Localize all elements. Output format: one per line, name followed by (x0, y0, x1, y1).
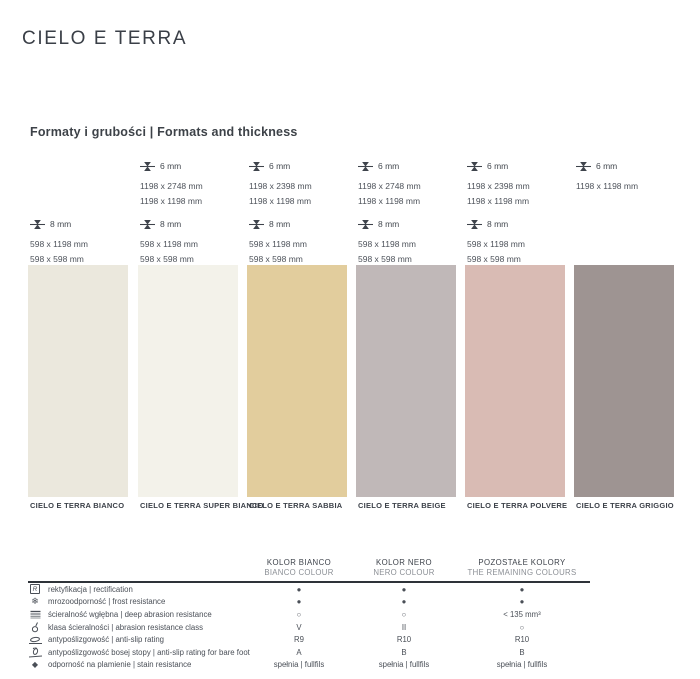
spec-row-label: klasa ścieralności | abrasion resistance class (48, 622, 203, 632)
thickness-icon (249, 162, 264, 171)
thickness-label: 8 mm (50, 219, 72, 229)
format-size: 1198 x 1198 mm (249, 196, 312, 206)
spec-value: A (296, 647, 302, 657)
format-size: 598 x 598 mm (140, 254, 194, 264)
color-swatch (574, 265, 674, 497)
format-size: 598 x 1198 mm (140, 239, 198, 249)
thickness-icon (140, 162, 155, 171)
color-swatch (465, 265, 565, 497)
spec-header-spacer (28, 568, 244, 572)
format-size: 598 x 1198 mm (358, 239, 416, 249)
thickness-label: 8 mm (487, 219, 509, 229)
abrasion-class-icon (31, 622, 40, 633)
thickness-label: 6 mm (596, 161, 618, 171)
format-group-8mm (30, 218, 128, 267)
spec-value: < 135 mm³ (503, 609, 541, 619)
thickness-icon (576, 162, 591, 171)
color-swatch (247, 265, 347, 497)
deep-abrasion-icon (30, 610, 41, 619)
rectification-icon: R (30, 584, 40, 594)
color-swatch (138, 265, 238, 497)
thickness-icon (358, 162, 373, 171)
thickness-icon (140, 220, 155, 229)
thickness-icon (467, 220, 482, 229)
thickness-label: 6 mm (269, 161, 291, 171)
format-size: 1198 x 1198 mm (140, 196, 203, 206)
thickness-label: 8 mm (160, 219, 182, 229)
format-group-8mm (467, 218, 565, 267)
format-size: 598 x 1198 mm (249, 239, 307, 249)
section-heading: Formaty i grubości | Formats and thickness (30, 125, 298, 139)
format-group-6mm (358, 160, 456, 209)
color-swatch (28, 265, 128, 497)
spec-value: ● (401, 584, 407, 594)
spec-value: ● (296, 597, 302, 607)
spec-row-label: antypoślizgowość | anti-slip rating (48, 635, 165, 645)
spec-row-rectification (28, 583, 590, 596)
thickness-label: 8 mm (378, 219, 400, 229)
stain-icon: ◆ (31, 659, 39, 669)
thickness-icon (467, 162, 482, 171)
spec-value: spełnia | fullfils (273, 660, 325, 670)
format-size: 1198 x 2748 mm (358, 181, 421, 191)
format-size: 1198 x 1198 mm (467, 196, 530, 206)
format-size: 598 x 1198 mm (467, 239, 525, 249)
spec-value: spełnia | fullfils (378, 660, 430, 670)
format-size: 1198 x 2398 mm (249, 181, 312, 191)
format-size: 1198 x 1198 mm (576, 181, 639, 191)
spec-row-label: mrozoodporność | frost resistance (48, 597, 166, 607)
spec-value: ● (519, 584, 525, 594)
format-size: 598 x 598 mm (358, 254, 412, 264)
spec-row-abrasion-class (28, 621, 590, 634)
thickness-label: 6 mm (160, 161, 182, 171)
thickness-label: 6 mm (487, 161, 509, 171)
format-size: 598 x 598 mm (467, 254, 521, 264)
color-swatch (356, 265, 456, 497)
format-size: 598 x 598 mm (30, 254, 84, 264)
format-group-8mm (358, 218, 456, 267)
product-name: CIELO E TERRA SUPER BIANCO (140, 501, 264, 510)
product-name: CIELO E TERRA BIANCO (30, 501, 125, 510)
spec-value: II (401, 622, 407, 632)
spec-row-deep-abrasion (28, 608, 590, 621)
spec-table-header (28, 558, 590, 581)
product-name: CIELO E TERRA BEIGE (358, 501, 446, 510)
spec-value: ● (401, 597, 407, 607)
barefoot-icon (29, 647, 42, 658)
spec-value: ○ (401, 609, 407, 619)
spec-value: R10 (396, 635, 412, 645)
spec-value: ○ (296, 609, 302, 619)
spec-row-label: ścieralność wgłębna | deep abrasion resistance (48, 609, 212, 619)
spec-row-anti-slip (28, 633, 590, 646)
spec-row-label: rektyfikacja | rectification (48, 584, 133, 594)
spec-value: B (519, 647, 525, 657)
thickness-icon (358, 220, 373, 229)
frost-icon: ❄ (31, 596, 39, 607)
spec-table (28, 558, 590, 671)
spec-header-nero: KOLOR NERO NERO COLOUR (373, 558, 435, 577)
spec-value: ● (519, 597, 525, 607)
spec-value: V (296, 622, 302, 632)
format-group-6mm (249, 160, 347, 209)
spec-header-remaining: POZOSTAŁE KOLORY THE REMAINING COLOURS (467, 558, 577, 577)
format-size: 598 x 598 mm (249, 254, 303, 264)
thickness-icon (249, 220, 264, 229)
spec-value: ● (296, 584, 302, 594)
anti-slip-icon (29, 635, 42, 645)
spec-row-label: antypoślizgowość bosej stopy | anti-slip rating for bare foot (48, 647, 250, 657)
thickness-icon (30, 220, 45, 229)
format-group-6mm (140, 160, 238, 209)
spec-header-bianco: KOLOR BIANCO BIANCO COLOUR (264, 558, 334, 577)
thickness-label: 6 mm (378, 161, 400, 171)
thickness-label: 8 mm (269, 219, 291, 229)
product-name: CIELO E TERRA POLVERE (467, 501, 568, 510)
spec-row-frost (28, 596, 590, 609)
product-name: CIELO E TERRA SABBIA (249, 501, 343, 510)
spec-row-stain (28, 659, 590, 672)
format-size: 598 x 1198 mm (30, 239, 88, 249)
format-size: 1198 x 2748 mm (140, 181, 203, 191)
format-group-8mm (249, 218, 347, 267)
spec-row-barefoot (28, 646, 590, 659)
format-size: 1198 x 2398 mm (467, 181, 530, 191)
spec-value: spełnia | fullfils (496, 660, 548, 670)
format-group-6mm (467, 160, 565, 209)
spec-value: B (401, 647, 407, 657)
page-title: CIELO E TERRA (22, 28, 188, 49)
product-name: CIELO E TERRA GRIGGIO (576, 501, 674, 510)
spec-value: R10 (514, 635, 530, 645)
spec-value: ○ (519, 622, 525, 632)
format-size: 1198 x 1198 mm (358, 196, 421, 206)
format-group-8mm (140, 218, 238, 267)
spec-value: R9 (294, 635, 304, 645)
format-group-6mm (576, 160, 674, 194)
spec-row-label: odporność na plamienie | stain resistance (48, 660, 192, 670)
